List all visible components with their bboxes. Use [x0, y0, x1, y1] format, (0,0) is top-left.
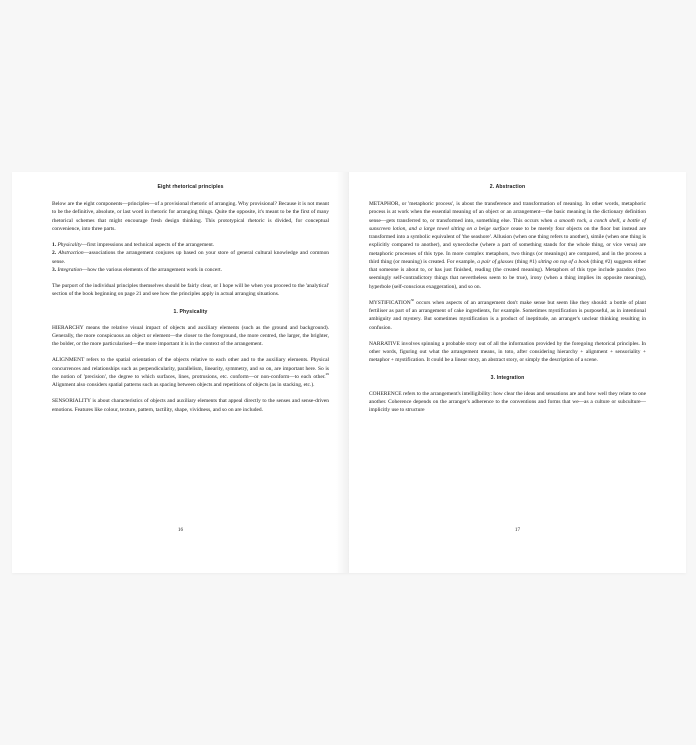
- list-item: [52, 241, 329, 249]
- mystification-paragraph: [369, 299, 646, 332]
- hierarchy-paragraph: HIERARCHY means the relative visual impact of objects and auxiliary elements (such as the ground and background). Generally, the more conspicuous an object or element—the closer to the foreground, the more centred, the larger, the brighter, the bolder, or the more particularised—the more important it is in the context of the arrangement.: [52, 324, 329, 347]
- list-item-text: —first impressions and technical aspects of the arrangement.: [81, 242, 215, 248]
- list-item-term: Physicality: [57, 242, 82, 248]
- list-item-term: Abstraction: [58, 250, 84, 257]
- metaphor-italic-1: a smooth rock, a conch shell, a bottle of sunscreen lotion, and a large towel sitting on a beige surface: [369, 217, 646, 232]
- right-running-head: 2. Abstraction: [489, 184, 526, 190]
- list-item-text: —how the various elements of the arrangement work in concert.: [81, 266, 223, 273]
- right-folio: 17: [514, 527, 521, 533]
- footnote-marker-29: 29: [325, 371, 329, 376]
- metaphor-text-2: cease to be merely four objects on the floor but instead are transformed into a symbolic equivalent of 'the seashore'. Allusion (when one thing refers to another), simile (when one thing is explicitly compared to another), and synecdoche (where a part of something stands for the whole thing, or vice versa) are metaphoric processes of this type. In more complex metaphors, two things (or meanings) are compared, and in the process a third thing (or meaning) is created. For example,: [369, 225, 646, 265]
- list-item-term: Integration: [57, 266, 82, 273]
- alignment-text-part2: Alignment also considers spatial patterns such as spacing between objects and repetitions of objects (as in stacking, etc.).: [52, 382, 315, 388]
- right-page: [349, 172, 686, 573]
- left-folio: 16: [177, 527, 184, 533]
- footnote-marker-30: 30: [410, 297, 415, 302]
- alignment-text-part1: ALIGNMENT refers to the spatial orientation of the objects relative to each other and to the auxiliary elements. Physical concurrences and relationships such as perpendicularity, parallelism, linearity, symmetry, and so on, are important here. So is the notion of 'precision', the degree to which surfaces, lines, protrusions, etc. conform—or non-conform—to each other.: [52, 357, 329, 380]
- right-section-heading: 3. Integration: [490, 374, 525, 381]
- metaphor-text-4: (thing #2) suggests either that someone is about to, or has just finished, reading (the created meaning). Metaphors of this type include paradox (two seemingly self-contradictory things that nevertheless seem to be true), irony (when a thing implies its opposite meaning), hyperbole (self-conscious exaggeration), and so on.: [369, 258, 647, 290]
- list-item-text: —associations the arrangement conjures up based on your store of general cultural knowledge and common sense.: [52, 250, 330, 265]
- left-page-column: [52, 184, 329, 414]
- list-item-number: 3.: [52, 266, 57, 273]
- metaphor-text-1: METAPHOR, or 'metaphoric process', is about the transference and transformation of meaning. In other words, metaphoric process is at work when the essential meaning of an object or an arrangement—the basic meaning in the dictionary definition sense—gets transferred to, or transformed into, something else. This occurs when: [369, 201, 646, 224]
- right-page-column: [369, 184, 646, 414]
- list-item-number: 2.: [52, 250, 57, 257]
- principles-list: [52, 241, 329, 274]
- sensoriality-paragraph: SENSORIALITY is about characteristics of objects and auxiliary elements that appeal directly to the senses and sense-driven emotions. Features like colour, texture, pattern, tactility, shape, vividness, and so on are included.: [52, 398, 329, 413]
- left-section-heading: 1. Physicality: [173, 308, 208, 315]
- metaphor-text-3: (thing #1): [513, 258, 539, 265]
- list-item: [52, 249, 329, 266]
- mystification-text-2: occurs when aspects of an arrangement don't make sense but seem like they should: a bottle of plant fertiliser as part of an arrangement of cake ingredients, for example. Sometimes mystification is purposeful, as in intentional ambiguity and mystery. But sometimes mystification is a product of ineptitude, an arranger's unclear thinking resulting in confusion.: [369, 299, 646, 331]
- list-item: [52, 266, 329, 274]
- left-running-head: Eight rhetorical principles: [157, 184, 224, 190]
- left-intro-paragraph: Below are the eight components—principles—of a provisional rhetoric of arranging. Why provisional? Because it is not meant to be the definitive, absolute, or last word in rhetoric for arranging things. Quite the opposite, it's meant to be the first of many rhetorical schemes that might encourage fresh design thinking. This prototypical rhetoric is divided, for conceptual convenience, into three parts.: [52, 201, 329, 232]
- left-page: [12, 172, 349, 573]
- mystification-text-1: MYSTIFICATION: [369, 299, 411, 306]
- alignment-paragraph: [52, 356, 329, 389]
- narrative-paragraph: NARRATIVE involves spinning a probable story out of all the information provided by the foregoing rhetorical principles. In other words, figuring out what the arrangement means, in toto, after considering hierarchy + alignment + sensoriality + metaphor + mystification. It could be a linear story, an abstract story, or simply the description of a scene.: [369, 340, 646, 364]
- coherence-paragraph: COHERENCE refers to the arrangement's intelligibility: how clear the ideas and sensations are and how well they relate to one another. Coherence depends on the arranger's adherence to the conventions and forms that we—as a culture or subculture—implicitly use to structure: [369, 390, 646, 413]
- metaphor-paragraph: [369, 200, 646, 291]
- left-purport-paragraph: The purport of the individual principles themselves should be fairly clear, or I hope will be when you proceed to the 'analytical' section of the book beginning on page 21 and see how the principles apply in actual arranging situations.: [52, 283, 329, 298]
- metaphor-italic-3: sitting on top of a book: [538, 258, 590, 265]
- book-spread: [12, 172, 686, 573]
- list-item-number: 1.: [52, 242, 57, 248]
- metaphor-italic-2: a pair of glasses: [477, 258, 514, 265]
